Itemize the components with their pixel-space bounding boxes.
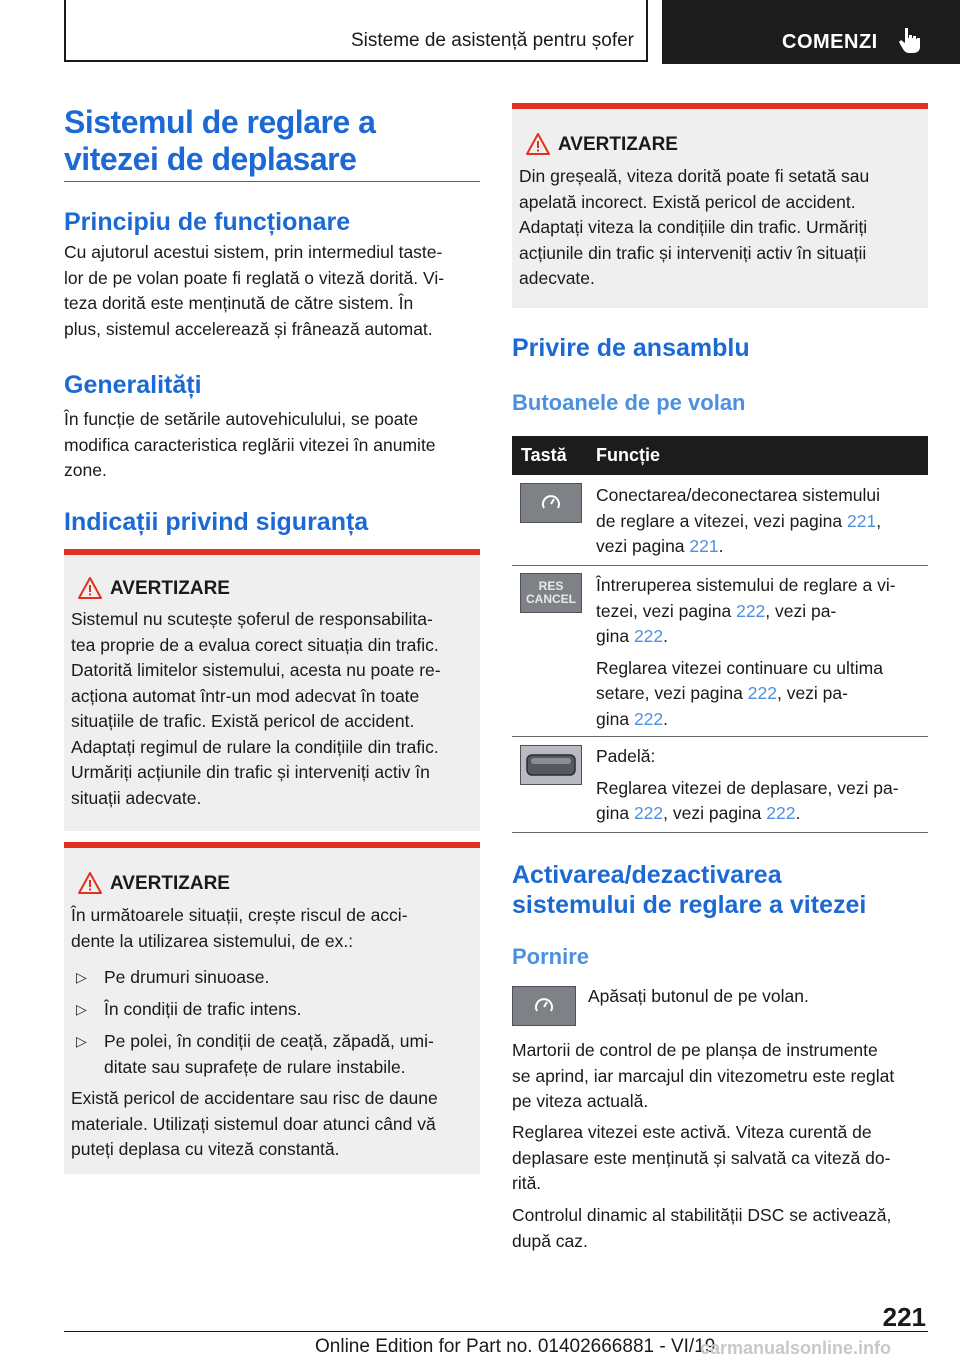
table-header	[512, 436, 928, 475]
row-divider	[512, 832, 928, 833]
warning-text	[71, 607, 473, 811]
text-line: situații adecvate.	[71, 787, 202, 808]
heading-line: sistemului de reglare a vitezei	[512, 891, 867, 919]
text-span: .	[663, 626, 669, 646]
text-line: materiale. Utilizați sistemul doar atunci când vă	[71, 1113, 436, 1134]
paddle-button-image	[520, 745, 582, 785]
page-title-line2: vitezei de deplasare	[64, 141, 357, 177]
header-tab-label: COMENZI	[782, 31, 878, 53]
text-line: se aprind, iar marcajul din vitezometru este reglat	[512, 1065, 895, 1086]
text-line	[596, 801, 926, 827]
page-link[interactable]: 221	[846, 510, 877, 531]
text-line: Adaptați viteza la condițiile din trafic. Urmăriți	[519, 217, 868, 237]
header-section-box	[64, 0, 648, 62]
paragraph-activare-1	[512, 1038, 932, 1115]
heading-principiu: Principiu de funcționare	[64, 208, 351, 236]
bullet-triangle-icon: ▷	[76, 1033, 87, 1049]
button-text-cancel: CANCEL	[526, 592, 576, 606]
speedometer-icon	[513, 987, 575, 1025]
text-line: Sistemul nu scutește șoferul de responsabilita-	[71, 609, 433, 629]
paragraph-generalitati	[64, 407, 484, 484]
text-line: În funcție de setările autovehiculului, se poate	[64, 409, 419, 429]
warning-outro	[71, 1086, 473, 1163]
text-line: acțiunile din trafic și interveniți activ în situații	[519, 242, 867, 263]
paragraph-activare-3	[512, 1203, 932, 1254]
text-line	[596, 599, 926, 625]
text-line	[596, 624, 926, 650]
table-row-2-function	[596, 573, 926, 732]
text-line: În condiții de trafic intens.	[104, 999, 302, 1019]
text-line: apelată incorect. Există pericol de accident.	[519, 191, 856, 212]
text-line: Întreruperea sistemului de reglare a vi-	[596, 575, 896, 595]
heading-line: Activarea/dezactivarea	[512, 861, 782, 889]
text-line: Controlul dinamic al stabilității DSC se activează,	[512, 1205, 892, 1225]
text-line: Cu ajutorul acestui sistem, prin intermediul taste-	[64, 242, 443, 262]
page-number: 221	[882, 1302, 926, 1332]
text-line: teza dorită este menținută de către sistem. În	[64, 293, 414, 313]
table-row-3-function	[596, 744, 926, 827]
text-span: , vezi pagina	[663, 803, 767, 823]
warning-intro	[71, 903, 473, 954]
heading-pornire: Pornire	[512, 944, 590, 969]
cruise-control-button-image	[520, 483, 582, 523]
text-line	[596, 707, 926, 733]
text-line: În următoarele situații, crește riscul de acci-	[71, 905, 408, 925]
page-link[interactable]: 222	[766, 803, 796, 823]
text-span: .	[718, 536, 724, 556]
header-section-title: Sisteme de asistență pentru șofer	[350, 30, 634, 51]
warning-triangle-icon	[526, 133, 550, 155]
paddle-icon	[521, 746, 581, 784]
page-link[interactable]: 222	[633, 708, 664, 729]
page-link[interactable]: 222	[633, 626, 664, 646]
text-span: de reglare a vitezei, vezi pagina	[596, 510, 847, 531]
text-line: lor de pe volan poate fi reglată o viteză dorită. Vi-	[64, 267, 445, 288]
text-line: dente la utilizarea sistemului, de ex.:	[71, 930, 354, 951]
title-divider	[64, 181, 480, 182]
warning-title: AVERTIZARE	[110, 578, 230, 599]
text-span: .	[795, 803, 801, 823]
speedometer-icon	[521, 484, 581, 522]
bullet-triangle-icon: ▷	[76, 1001, 87, 1017]
text-span: , vezi pa-	[776, 683, 848, 703]
text-line: acționa automat într-un mod adecvat în toate	[71, 685, 420, 706]
warning-text	[519, 164, 921, 292]
pointing-hand-icon	[898, 26, 922, 54]
text-line: tea proprie de a evalua corect situația din trafic.	[71, 634, 439, 655]
text-line: situațiile de trafic. Există pericol de accident.	[71, 711, 415, 731]
text-line: după caz.	[512, 1230, 588, 1251]
text-line: Adaptați regimul de rulare la condițiile din trafic.	[71, 736, 439, 757]
table-row-1-function	[596, 483, 926, 560]
header-tab[interactable]	[662, 0, 960, 64]
text-span: gina	[596, 803, 634, 823]
text-line: zone.	[64, 460, 107, 480]
row-divider	[512, 565, 928, 566]
text-span: , vezi pa-	[765, 600, 837, 621]
text-line: Datorită limitelor sistemului, acesta nu poate re-	[71, 660, 441, 680]
text-line: Reglarea vitezei este activă. Viteza curentă de	[512, 1122, 872, 1142]
warning-box-1	[64, 549, 480, 831]
text-line: pe viteza actuală.	[512, 1091, 649, 1111]
heading-generalitati: Generalități	[64, 371, 202, 399]
res-cancel-button-image	[520, 573, 582, 613]
page-link[interactable]: 222	[747, 683, 777, 703]
text-line: Conectarea/deconectarea sistemului	[596, 485, 881, 505]
cruise-control-button-image	[512, 986, 576, 1026]
warning-triangle-icon	[78, 577, 102, 599]
text-line: Din greșeală, viteza dorită poate fi setată sau	[519, 166, 870, 186]
text-line: Padelă:	[596, 746, 656, 766]
button-text-res: RES	[538, 579, 564, 593]
paragraph-activare-2	[512, 1120, 932, 1197]
page-link[interactable]: 221	[689, 536, 719, 556]
text-line: puteți deplasa cu viteză constantă.	[71, 1139, 340, 1159]
page-title-line1: Sistemul de reglare a	[64, 104, 376, 140]
page-title	[64, 104, 480, 178]
text-line	[596, 681, 926, 707]
text-line: modifica caracteristica reglării vitezei în anumite	[64, 434, 436, 455]
row-divider	[512, 736, 928, 737]
paragraph-principiu	[64, 240, 484, 342]
text-span: .	[663, 708, 669, 729]
bullet-triangle-icon: ▷	[76, 969, 87, 985]
text-line: deplasare este menținută și salvată ca viteză do-	[512, 1147, 891, 1168]
text-line: ditate sau suprafețe de rulare instabile.	[104, 1056, 406, 1077]
text-line: Reglarea vitezei continuare cu ultima	[596, 657, 883, 678]
page-link[interactable]: 222	[633, 803, 664, 823]
pornire-instruction: Apăsați butonul de pe volan.	[588, 986, 809, 1006]
watermark-text: carmanualsonline.info	[700, 1338, 892, 1358]
heading-privire: Privire de ansamblu	[512, 334, 750, 362]
warning-title: AVERTIZARE	[558, 134, 678, 155]
text-line	[596, 534, 926, 560]
page-link[interactable]: 222	[736, 600, 766, 621]
column-header-function: Funcție	[596, 445, 661, 465]
edition-text: Online Edition for Part no. 01402666881 - VI/19	[315, 1336, 716, 1357]
text-line: Urmăriți acțiunile din trafic și interveniți activ în	[71, 762, 430, 782]
text-span: tezei, vezi pagina	[596, 600, 737, 621]
heading-indicatii: Indicații privind siguranța	[64, 508, 369, 536]
text-line: adecvate.	[519, 268, 595, 288]
text-span: setare, vezi pagina	[596, 683, 748, 703]
text-line: plus, sistemul accelerează și frânează automat.	[64, 318, 433, 339]
text-line: Pe polei, în condiții de ceață, zăpadă, umi-	[104, 1031, 434, 1051]
warning-box-2	[64, 842, 480, 1174]
text-line	[596, 509, 926, 535]
heading-butoane: Butoanele de pe volan	[512, 390, 746, 415]
heading-activare	[512, 860, 866, 920]
text-line: Pe drumuri sinuoase.	[104, 967, 270, 987]
text-span: ,	[876, 510, 882, 531]
text-line: rită.	[512, 1173, 542, 1193]
footer-divider	[64, 1331, 928, 1332]
text-span: vezi pagina	[596, 536, 690, 556]
text-line: Martorii de control de pe planșa de instrumente	[512, 1040, 878, 1060]
warning-triangle-icon	[78, 872, 102, 894]
text-span: gina	[596, 626, 634, 646]
warning-box-3	[512, 103, 928, 308]
column-header-key: Tastă	[521, 445, 567, 465]
warning-title: AVERTIZARE	[110, 873, 230, 894]
text-line: Există pericol de accidentare sau risc de daune	[71, 1088, 438, 1108]
text-line: Reglarea vitezei de deplasare, vezi pa-	[596, 777, 899, 798]
text-span: gina	[596, 708, 634, 729]
